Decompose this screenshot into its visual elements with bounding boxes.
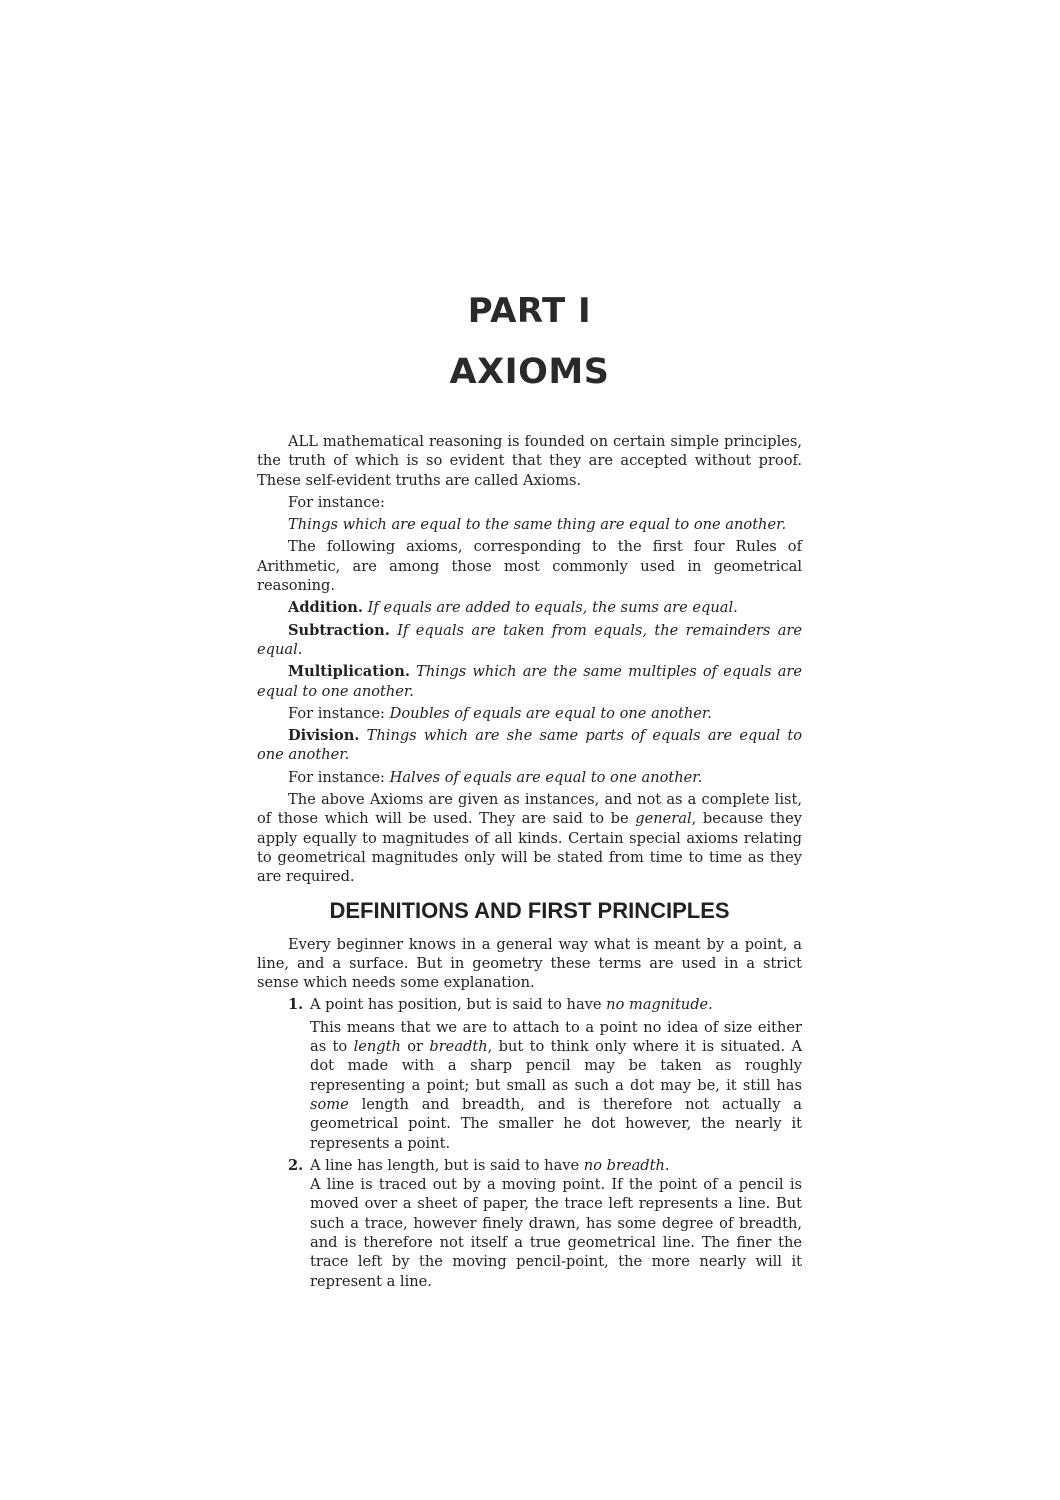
definition-statement: A point has position, but is said to have no magnitude. — [310, 996, 713, 1014]
closing-paragraph: The above Axioms are given as instances, and not as a complete list, of those which will be used. They are said to be general, because they apply equally to magnitudes of all kinds. Certain special axioms relating to geometrical magnitudes only will be stated from time to time as they are required. — [257, 791, 802, 886]
list-item — [257, 1156, 802, 1291]
section-heading: DEFINITIONS AND FIRST PRINCIPLES — [329, 897, 730, 923]
chapter-title: AXIOMS — [449, 352, 610, 392]
axiom-addition: Addition. If equals are added to equals, the sums are equal. — [288, 599, 738, 617]
axiom-name: Multiplication. — [288, 663, 410, 681]
axiom-division: Division. Things which are she same parts of equals are equal to one another. — [257, 727, 802, 764]
definition-explanation: This means that we are to attach to a point no idea of size either as to length or breadth, but to think only where it is situated. A dot made with a sharp pencil may be taken as roughly representing a point; but small as such a dot may be, it still has some length and breadth, and is therefore not actually a geometrical point. The smaller he dot however, the nearly it represents a point. — [310, 1018, 802, 1152]
example-axiom: Things which are equal to the same thing are equal to one another. — [288, 516, 787, 534]
axioms-intro-paragraph: The following axioms, corresponding to the first four Rules of Arithmetic, are among those most commonly used in geometrical reasoning. — [257, 538, 802, 595]
division-example: For instance: Halves of equals are equal to one another. — [288, 768, 703, 786]
page — [257, 290, 802, 1294]
axiom-subtraction: Subtraction. If equals are taken from equals, the remainders are equal. — [257, 621, 803, 658]
axiom-name: Subtraction. — [288, 621, 390, 639]
axiom-multiplication: Multiplication. Things which are the same multiples of equals are equal to one another. — [257, 663, 803, 700]
axiom-name: Division. — [288, 727, 360, 745]
definitions-intro: Every beginner knows in a general way what is meant by a point, a line, and a surface. But in geometry these terms are used in a strict sense which needs some explanation. — [257, 935, 802, 992]
definition-explanation: A line is traced out by a moving point. If the point of a pencil is moved over a sheet of paper, the trace left represents a line. But such a trace, however finely drawn, has some degree of breadth, and is therefore not itself a true geometrical line. The finer the trace left by the moving pencil-point, the more nearly will it represent a line. — [310, 1176, 802, 1290]
multiplication-example: For instance: Doubles of equals are equal to one another. — [288, 704, 712, 722]
for-instance-label: For instance: — [288, 493, 385, 511]
item-number: 2. — [288, 1156, 304, 1174]
part-heading: PART I — [467, 291, 592, 331]
list-item — [257, 995, 802, 1152]
axiom-name: Addition. — [288, 599, 363, 617]
intro-paragraph: ALL mathematical reasoning is founded on certain simple principles, the truth of which is so evident that they are accepted without proof. These self-evident truths are called Axioms. — [257, 433, 802, 489]
definitions-list — [257, 995, 802, 1290]
page-body — [257, 432, 802, 1291]
item-number: 1. — [288, 996, 304, 1014]
definition-statement: A line has length, but is said to have no breadth. — [310, 1156, 670, 1174]
